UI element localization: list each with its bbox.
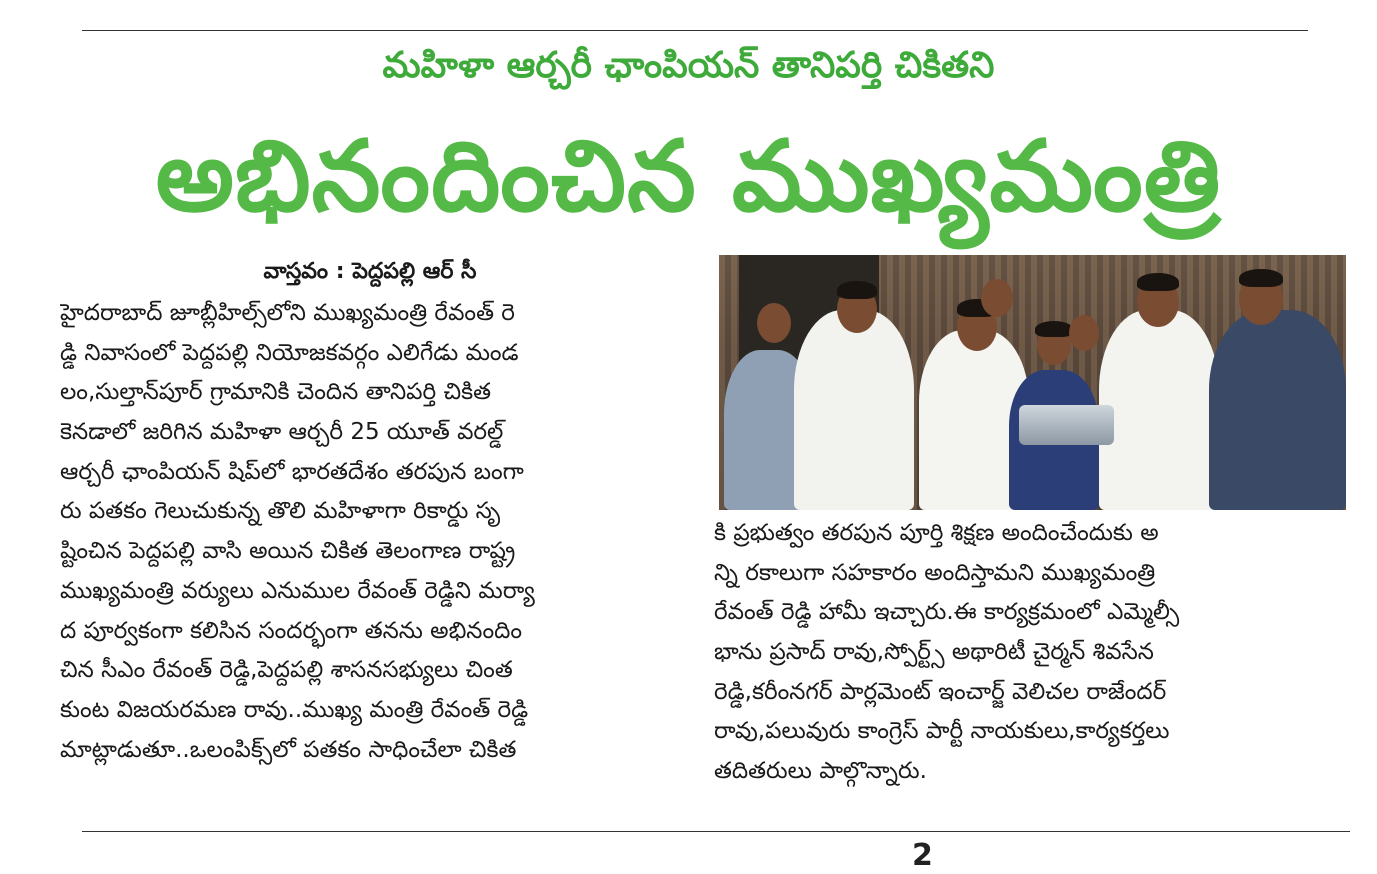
- body-line: ముఖ్యమంత్రి వర్యులు ఎనుముల రేవంత్ రెడ్డిని మర్యా: [60, 577, 535, 604]
- page-number: 2: [912, 838, 933, 873]
- article-dateline: వాస్తవం : పెద్దపల్లి ఆర్ సీ: [263, 259, 477, 284]
- article-photo: [719, 255, 1346, 510]
- article-left-column: [60, 294, 686, 770]
- trophy-award: [1019, 405, 1114, 445]
- top-divider-rule: [82, 30, 1308, 31]
- body-line: ష్టించిన పెద్దపల్లి వాసి అయిన చికిత తెలంగాణ రాష్ట్ర: [60, 538, 516, 565]
- photo-person-hair: [1035, 321, 1073, 337]
- article-kicker: మహిళా ఆర్చరీ ఛాంపియన్ తానిపర్తి చికితని: [382, 45, 995, 86]
- body-line: రెడ్డి,కరీంనగర్ పార్లమెంట్ ఇంచార్జ్ వెలిచల రాజేందర్: [714, 678, 1167, 705]
- photo-person-hair: [837, 281, 877, 299]
- body-line: భాను ప్రసాద్ రావు,స్పోర్ట్స్ అథారిటీ చైర్మన్ శివసేన: [714, 639, 1154, 666]
- body-line: లం,సుల్తాన్‌పూర్ గ్రామానికి చెందిన తానిపర్తి చికిత: [60, 379, 492, 406]
- body-line: మాట్లాడుతూ..ఒలంపిక్స్‌లో పతకం సాధించేలా చికిత: [60, 736, 517, 763]
- body-line: రావు,పలువురు కాంగ్రెస్ పార్టీ నాయకులు,కార్యకర్తలు: [714, 718, 1170, 745]
- photo-person-head: [757, 303, 791, 343]
- body-line: కెనడాలో జరిగిన మహిళా ఆర్చరీ 25 యూత్ వరల్డ్: [60, 419, 504, 446]
- body-line: కి ప్రభుత్వం తరపున పూర్తి శిక్షణ అందించేందుకు అ: [714, 520, 1159, 546]
- photo-person-head: [1069, 315, 1099, 351]
- body-line: కుంట విజయరమణ రావు..ముఖ్య మంత్రి రేవంత్ రెడ్డి: [60, 696, 529, 723]
- body-line: డ్డి నివాసంలో పెద్దపల్లి నియోజకవర్గం ఎలిగేడు మండ: [60, 339, 519, 366]
- bottom-divider-rule: [82, 831, 1350, 832]
- body-line: రేవంత్ రెడ్డి హామీ ఇచ్చారు.ఈ కార్యక్రమంలో ఎమ్మెల్సీ: [714, 599, 1180, 626]
- body-line: తదితరులు పాల్గొన్నారు.: [714, 758, 927, 785]
- article-headline: అభినందించిన ముఖ్యమంత్రి: [155, 120, 1222, 234]
- photo-person-hair: [1239, 269, 1283, 287]
- photo-person: [1209, 310, 1346, 510]
- photo-person: [1099, 310, 1219, 510]
- photo-person-head: [981, 279, 1013, 317]
- photo-person-hair: [1137, 273, 1179, 291]
- article-right-column: [714, 514, 1344, 792]
- body-line: చిన సీఎం రేవంత్ రెడ్డి,పెద్దపల్లి శాసనసభ్యులు చింత: [60, 657, 513, 684]
- body-line: న్ని రకాలుగా సహకారం అందిస్తామని ముఖ్యమంత్రి: [714, 559, 1156, 586]
- body-line: ద పూర్వకంగా కలిసిన సందర్భంగా తనను అభినందిం: [60, 617, 523, 644]
- body-line: హైదరాబాద్ జూబ్లీహిల్స్‌లోని ముఖ్యమంత్రి రేవంత్ రె: [60, 300, 515, 326]
- body-line: ఆర్చరీ ఛాంపియన్ షిప్‌లో భారతదేశం తరపున బంగా: [60, 458, 524, 485]
- body-line: రు పతకం గెలుచుకున్న తొలి మహిళాగా రికార్డు సృ: [60, 498, 501, 525]
- photo-person: [794, 310, 914, 510]
